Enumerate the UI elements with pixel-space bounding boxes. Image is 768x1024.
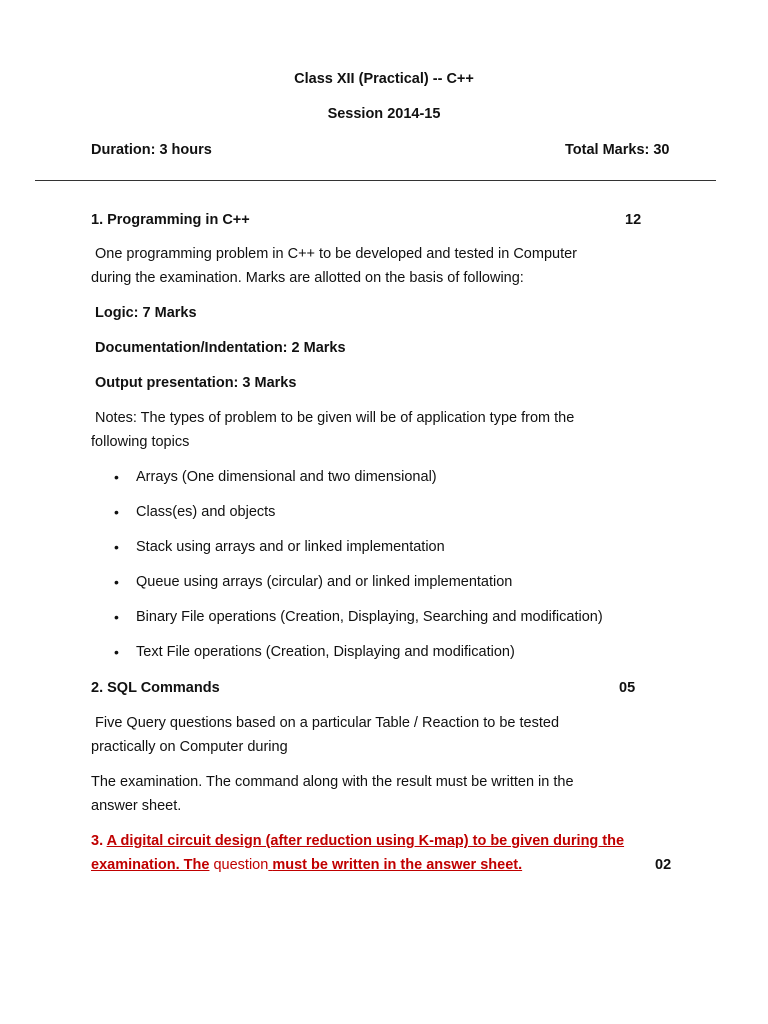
section-2-para-1-line-1: Five Query questions based on a particular Table / Reaction to be tested: [95, 715, 560, 731]
document-title: Class XII (Practical) -- C++: [294, 71, 474, 87]
section-3-number: 3.: [91, 833, 104, 849]
section-2-heading: 2. SQL Commands: [91, 680, 220, 696]
section-3-text-b: question: [213, 857, 269, 873]
duration-label: Duration: 3 hours: [91, 142, 212, 158]
section-1-intro-line-1: One programming problem in C++ to be developed and tested in Computer: [95, 246, 578, 262]
header-divider: [35, 180, 716, 181]
section-3-marks: 02: [655, 857, 672, 873]
notes-line-2: following topics: [91, 434, 190, 450]
logic-marks: Logic: 7 Marks: [95, 305, 197, 321]
list-item: Queue using arrays (circular) and or linked implementation: [136, 574, 513, 590]
output-marks: Output presentation: 3 Marks: [95, 375, 297, 391]
section-3-text-c: must be written in the answer sheet.: [272, 857, 523, 873]
section-2-para-2-line-1: The examination. The command along with the result must be written in the: [91, 774, 574, 790]
session-label: Session 2014-15: [327, 106, 441, 122]
documentation-marks: Documentation/Indentation: 2 Marks: [95, 340, 346, 356]
list-item: Arrays (One dimensional and two dimensional): [136, 469, 437, 485]
list-item: Binary File operations (Creation, Displaying, Searching and modification): [136, 609, 603, 625]
bullet-icon: •: [114, 609, 119, 625]
bullet-icon: •: [114, 644, 119, 660]
total-marks-label: Total Marks: 30: [565, 142, 670, 158]
list-item: Text File operations (Creation, Displaying and modification): [136, 644, 515, 660]
bullet-icon: •: [114, 469, 119, 485]
section-3-line-1: [91, 829, 624, 853]
bullet-icon: •: [114, 539, 119, 555]
notes-line-1: Notes: The types of problem to be given will be of application type from the: [95, 410, 575, 426]
bullet-icon: •: [114, 504, 119, 520]
section-3-text-a: examination. The: [91, 857, 210, 873]
section-1-heading: 1. Programming in C++: [91, 212, 250, 228]
section-2-marks: 05: [619, 680, 636, 696]
section-3-line-2: [91, 853, 522, 877]
list-item: Stack using arrays and or linked implementation: [136, 539, 445, 555]
section-2-para-2-line-2: answer sheet.: [91, 798, 182, 814]
bullet-icon: •: [114, 574, 119, 590]
section-3-text-line-1: A digital circuit design (after reduction using K-map) to be given during the: [106, 833, 625, 849]
section-1-intro-line-2: during the examination. Marks are allotted on the basis of following:: [91, 270, 524, 286]
list-item: Class(es) and objects: [136, 504, 276, 520]
section-1-marks: 12: [625, 212, 642, 228]
section-2-para-1-line-2: practically on Computer during: [91, 739, 288, 755]
